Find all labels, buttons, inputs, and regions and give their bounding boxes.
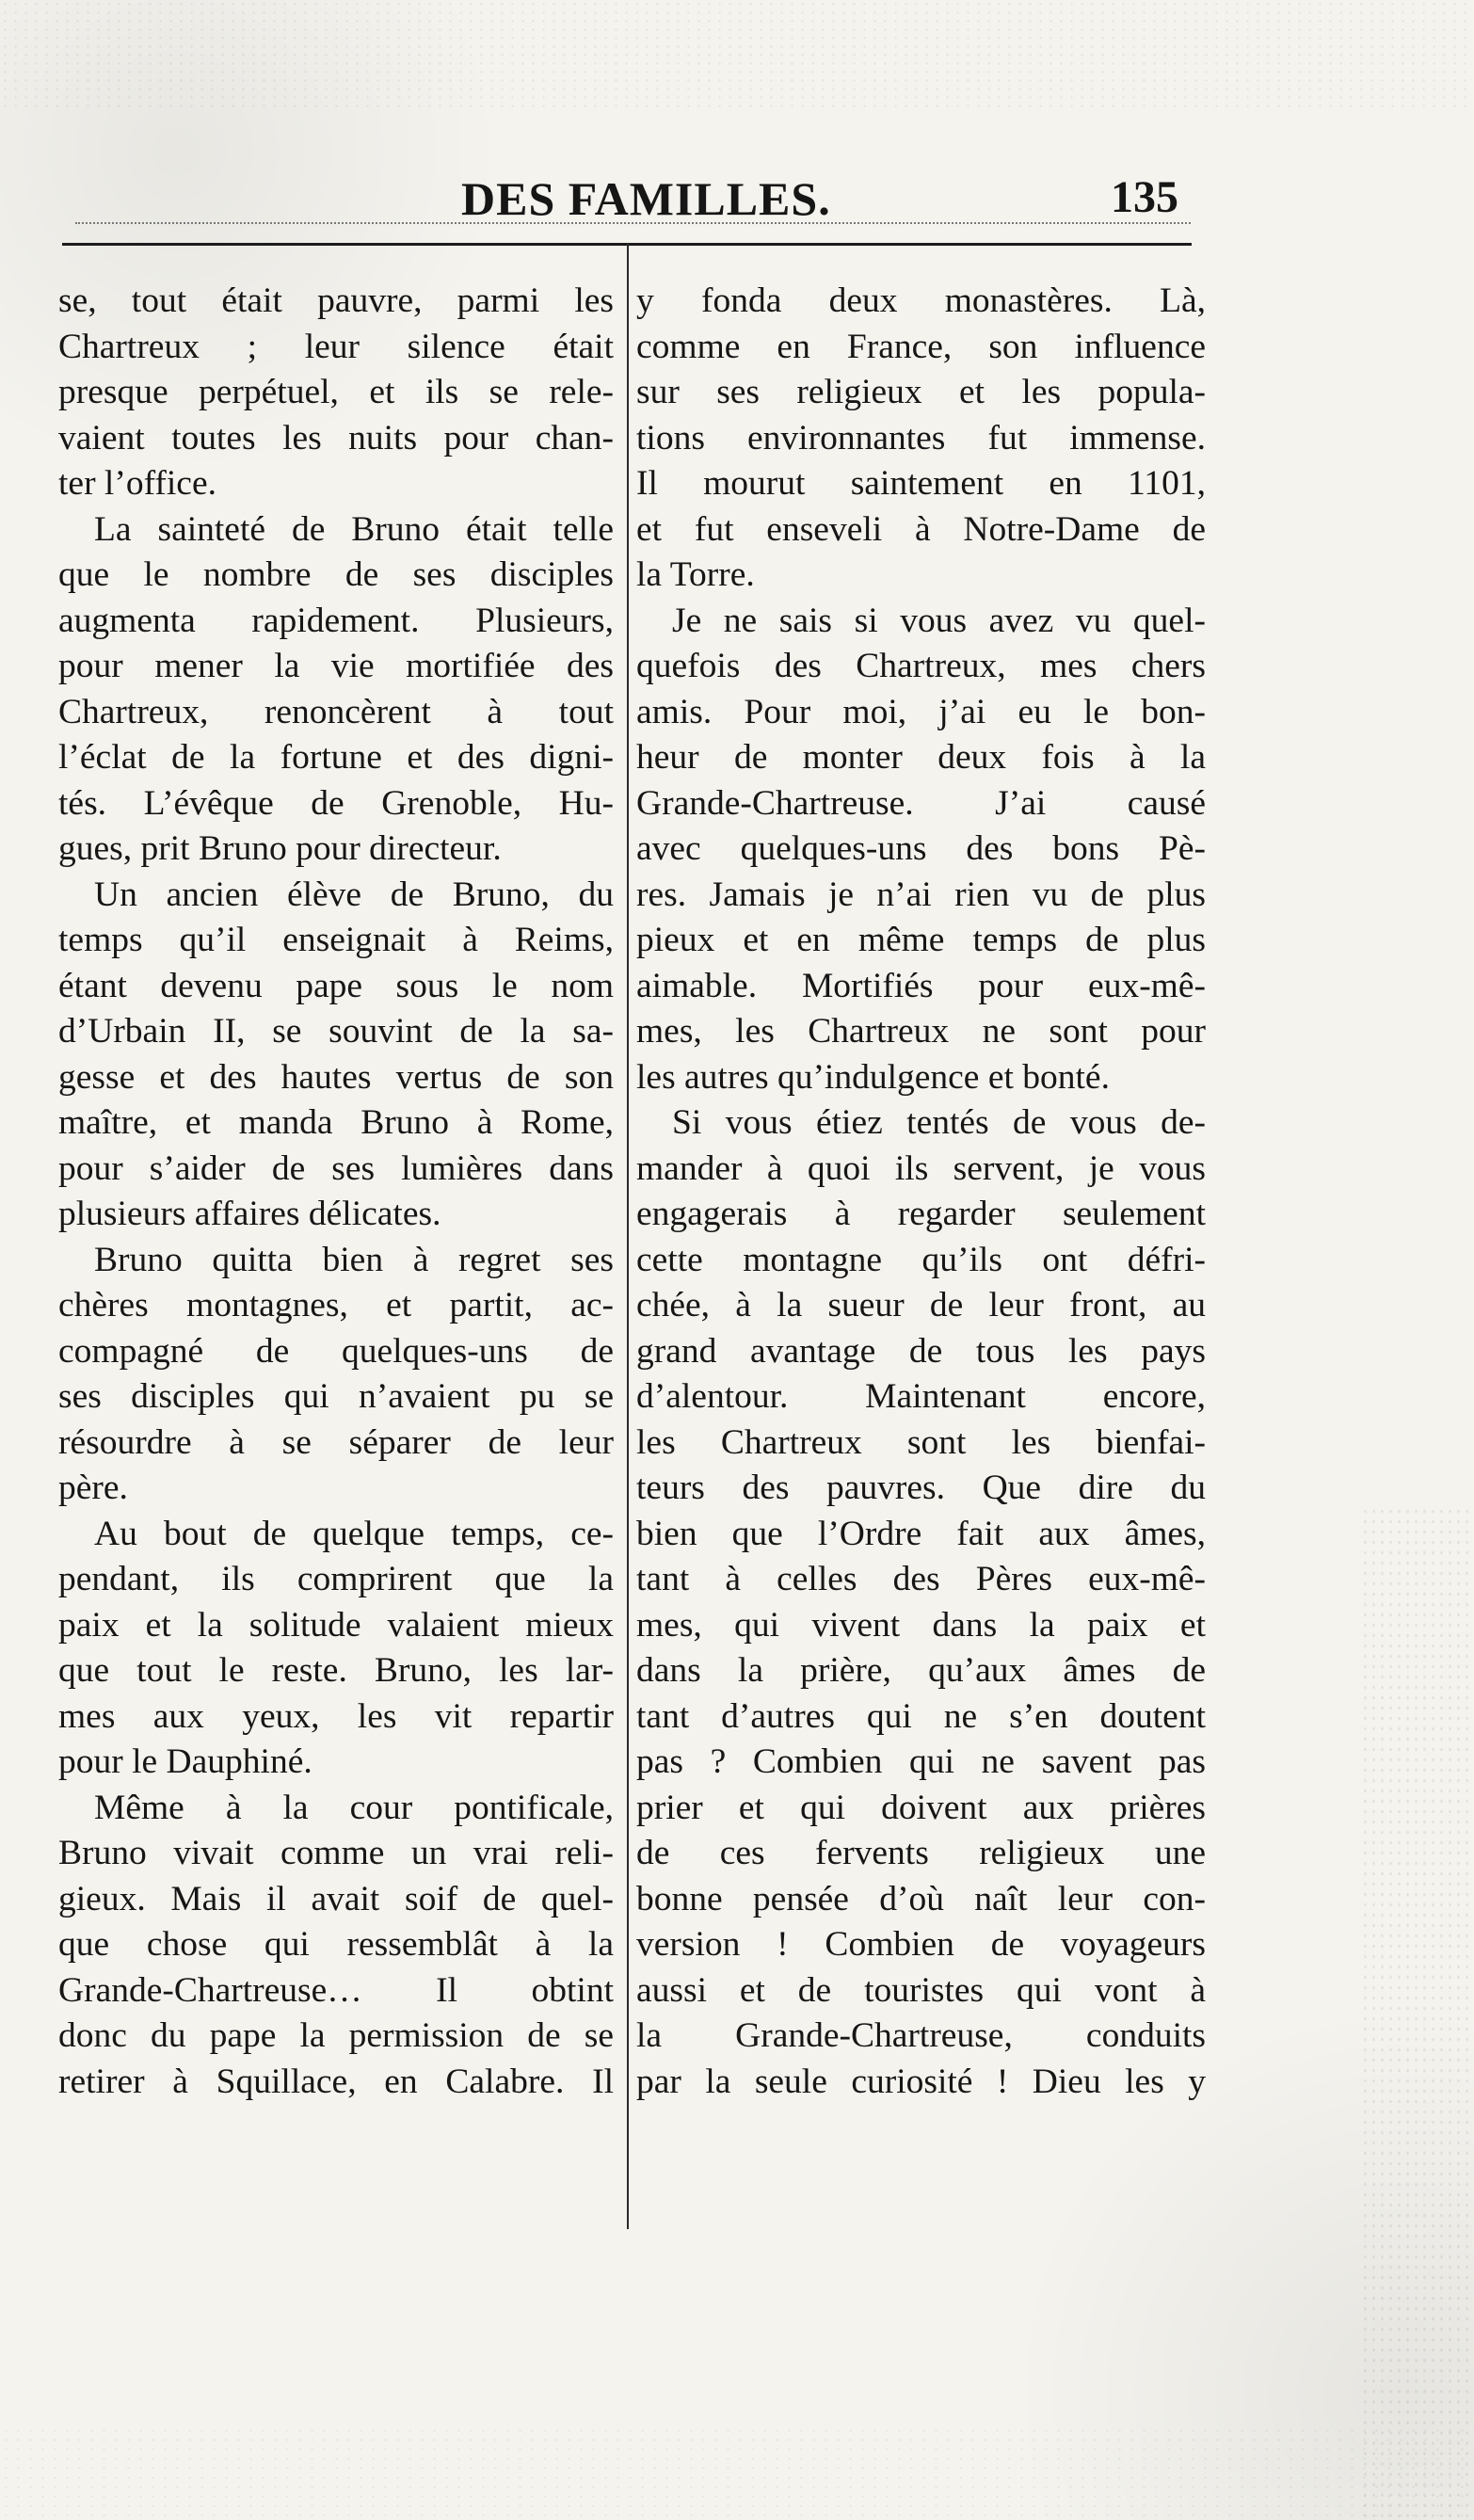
- text-line: mes aux yeux, les vit repartir: [58, 1696, 614, 1736]
- text-line: comme en France, son influence: [636, 327, 1206, 366]
- text-line: cette montagne qu’ils ont défri-: [636, 1240, 1206, 1279]
- text-line: tant à celles des Pères eux-mê-: [636, 1560, 1206, 1598]
- text-line: Si vous étiez tentés de vous de-: [672, 1103, 1206, 1142]
- text-line: que le nombre de ses disciples: [58, 555, 614, 594]
- text-line: gieux. Mais il avait soif de quel-: [58, 1879, 614, 1918]
- text-line: prier et qui doivent aux prières: [636, 1788, 1206, 1827]
- text-line: presque perpétuel, et ils se rele-: [58, 373, 614, 411]
- text-line: tés. L’évêque de Grenoble, Hu-: [58, 783, 614, 823]
- text-line: Chartreux, renoncèrent à tout: [58, 692, 614, 731]
- text-line: chée, à la sueur de leur front, au: [636, 1286, 1206, 1324]
- text-line: gesse et des hautes vertus de son: [58, 1057, 614, 1097]
- text-line: ter l’office.: [58, 464, 216, 503]
- text-line: sur ses religieux et les popula-: [636, 373, 1206, 411]
- text-line: que tout le reste. Bruno, les lar-: [58, 1651, 614, 1690]
- text-line: augmenta rapidement. Plusieurs,: [58, 601, 614, 640]
- text-line: résourdre à se séparer de leur: [58, 1422, 614, 1462]
- text-line: retirer à Squillace, en Calabre. Il: [58, 2062, 614, 2101]
- text-line: teurs des pauvres. Que dire du: [636, 1469, 1206, 1507]
- text-line: pieux et en même temps de plus: [636, 921, 1206, 959]
- text-line: maître, et manda Bruno à Rome,: [58, 1103, 614, 1142]
- text-line: gues, prit Bruno pour directeur.: [58, 829, 502, 868]
- text-line: Je ne sais si vous avez vu quel-: [672, 601, 1206, 640]
- text-line: Chartreux ; leur silence était: [58, 327, 614, 366]
- column-divider: [627, 243, 629, 2229]
- text-line: tions environnantes fut immense.: [636, 418, 1206, 457]
- text-line: mes, les Chartreux ne sont pour: [636, 1012, 1206, 1051]
- text-line: pour le Dauphiné.: [58, 1742, 312, 1781]
- text-line: que chose qui ressemblât à la: [58, 1925, 614, 1964]
- text-line: heur de monter deux fois à la: [636, 738, 1206, 777]
- text-line: aimable. Mortifiés pour eux-mê-: [636, 966, 1206, 1005]
- text-line: Grande-Chartreuse… Il obtint: [58, 1970, 614, 2010]
- text-line: la Torre.: [636, 555, 755, 594]
- scan-noise-bottom: [0, 2426, 1474, 2520]
- scan-noise-right: [1361, 1506, 1474, 2520]
- running-head: DES FAMILLES.: [461, 172, 831, 225]
- text-line: bonne pensée d’où naît leur con-: [636, 1879, 1206, 1918]
- text-line: plusieurs affaires délicates.: [58, 1195, 441, 1233]
- text-line: y fonda deux monastères. Là,: [636, 281, 1206, 320]
- text-line: Grande-Chartreuse. J’ai causé: [636, 783, 1206, 823]
- text-line: donc du pape la permission de se: [58, 2016, 614, 2055]
- text-line: d’Urbain II, se souvint de la sa-: [58, 1012, 614, 1051]
- text-line: bien que l’Ordre fait aux âmes,: [636, 1514, 1206, 1553]
- text-line: pour mener la vie mortifiée des: [58, 647, 614, 685]
- text-line: compagné de quelques-uns de: [58, 1331, 614, 1371]
- text-line: étant devenu pape sous le nom: [58, 966, 614, 1005]
- text-line: quefois des Chartreux, mes chers: [636, 647, 1206, 685]
- text-line: les autres qu’indulgence et bonté.: [636, 1057, 1110, 1097]
- text-line: paix et la solitude valaient mieux: [58, 1605, 614, 1645]
- text-line: avec quelques-uns des bons Pè-: [636, 829, 1206, 868]
- header-dotted-line: [75, 222, 1191, 224]
- text-line: engagerais à regarder seulement: [636, 1195, 1206, 1233]
- text-line: res. Jamais je n’ai rien vu de plus: [636, 875, 1206, 914]
- text-line: père.: [58, 1469, 128, 1507]
- text-line: Bruno vivait comme un vrai reli-: [58, 1834, 614, 1872]
- text-line: chères montagnes, et partit, ac-: [58, 1286, 614, 1324]
- text-line: Au bout de quelque temps, ce-: [94, 1514, 614, 1553]
- text-line: par la seule curiosité ! Dieu les y: [636, 2062, 1206, 2101]
- text-line: tant d’autres qui ne s’en doutent: [636, 1696, 1206, 1736]
- text-line: Il mourut saintement en 1101,: [636, 464, 1206, 503]
- text-line: Même à la cour pontificale,: [94, 1788, 614, 1827]
- text-line: d’alentour. Maintenant encore,: [636, 1377, 1206, 1416]
- text-line: les Chartreux sont les bienfai-: [636, 1422, 1206, 1462]
- text-line: ses disciples qui n’avaient pu se: [58, 1377, 614, 1416]
- text-line: temps qu’il enseignait à Reims,: [58, 921, 614, 959]
- text-line: se, tout était pauvre, parmi les: [58, 281, 614, 320]
- left-column: [58, 279, 614, 2105]
- text-line: pour s’aider de ses lumières dans: [58, 1148, 614, 1188]
- text-line: la Grande-Chartreuse, conduits: [636, 2016, 1206, 2055]
- scan-noise-top: [0, 0, 1474, 113]
- text-line: pendant, ils comprirent que la: [58, 1560, 614, 1598]
- right-column: [636, 279, 1206, 2105]
- text-line: mes, qui vivent dans la paix et: [636, 1605, 1206, 1645]
- text-line: grand avantage de tous les pays: [636, 1331, 1206, 1371]
- text-line: vaient toutes les nuits pour chan-: [58, 418, 614, 457]
- text-line: de ces fervents religieux une: [636, 1834, 1206, 1872]
- text-line: Un ancien élève de Bruno, du: [94, 875, 614, 914]
- text-line: l’éclat de la fortune et des digni-: [58, 738, 614, 777]
- page-number: 135: [1111, 172, 1178, 222]
- text-line: aussi et de touristes qui vont à: [636, 1970, 1206, 2010]
- text-line: dans la prière, qu’aux âmes de: [636, 1651, 1206, 1690]
- text-line: version ! Combien de voyageurs: [636, 1925, 1206, 1964]
- text-line: Bruno quitta bien à regret ses: [94, 1240, 614, 1279]
- text-line: et fut enseveli à Notre-Dame de: [636, 509, 1206, 549]
- text-line: amis. Pour moi, j’ai eu le bon-: [636, 692, 1206, 731]
- text-line: La sainteté de Bruno était telle: [94, 509, 614, 549]
- text-line: pas ? Combien qui ne savent pas: [636, 1742, 1206, 1781]
- text-line: mander à quoi ils servent, je vous: [636, 1148, 1206, 1188]
